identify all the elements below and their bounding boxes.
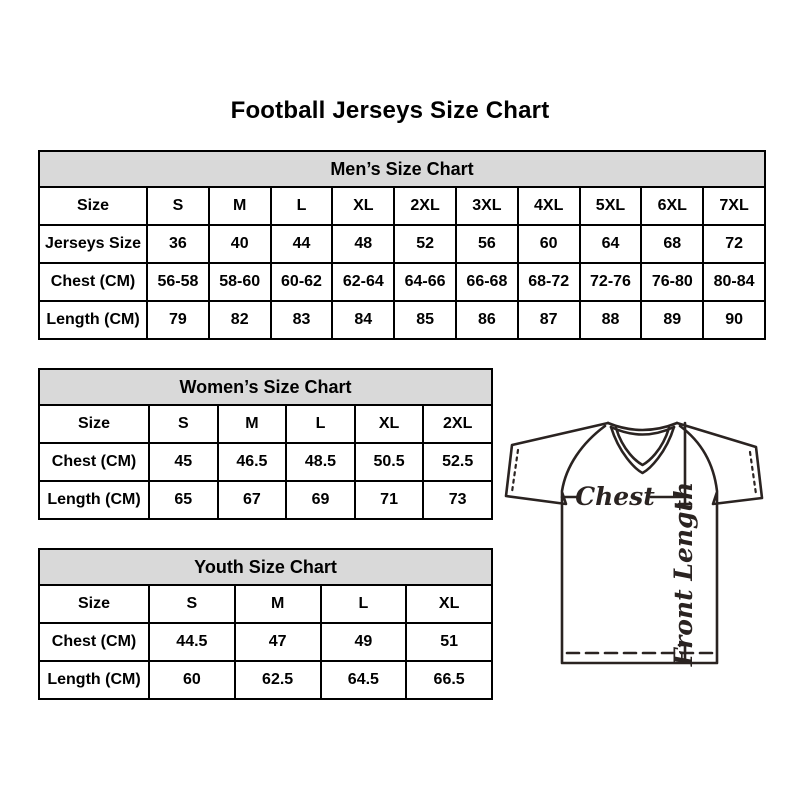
size-cell: 60-62 <box>271 263 333 301</box>
table-row <box>39 225 765 263</box>
chest-label: Chest <box>575 482 655 511</box>
size-cell: 66-68 <box>456 263 518 301</box>
size-cell: 68 <box>641 225 703 263</box>
size-table <box>38 548 493 700</box>
size-cell: 50.5 <box>355 443 424 481</box>
size-cell: 52.5 <box>423 443 492 481</box>
size-cell: 69 <box>286 481 355 519</box>
size-cell: 3XL <box>456 187 518 225</box>
size-cell: 76-80 <box>641 263 703 301</box>
size-cell: 60 <box>518 225 580 263</box>
size-cell: 49 <box>321 623 407 661</box>
size-cell: 65 <box>149 481 218 519</box>
size-cell: 80-84 <box>703 263 765 301</box>
size-cell: 48 <box>332 225 394 263</box>
size-cell: 82 <box>209 301 271 339</box>
table-title: Women’s Size Chart <box>39 369 492 405</box>
size-cell: 64.5 <box>321 661 407 699</box>
table-title: Men’s Size Chart <box>39 151 765 187</box>
size-cell: XL <box>406 585 492 623</box>
size-cell: 67 <box>218 481 287 519</box>
mens-size-chart <box>38 150 766 340</box>
table-row <box>39 187 765 225</box>
size-cell: 2XL <box>423 405 492 443</box>
table-row <box>39 585 492 623</box>
row-label: Size <box>39 585 149 623</box>
size-cell: 40 <box>209 225 271 263</box>
size-cell: L <box>271 187 333 225</box>
size-cell: 64 <box>580 225 642 263</box>
size-cell: 58-60 <box>209 263 271 301</box>
page-title: Football Jerseys Size Chart <box>230 97 550 124</box>
row-label: Chest (CM) <box>39 263 147 301</box>
size-cell: S <box>149 405 218 443</box>
size-cell: 71 <box>355 481 424 519</box>
right-cuff-stitch-line <box>750 452 756 494</box>
size-cell: 88 <box>580 301 642 339</box>
size-cell: 44 <box>271 225 333 263</box>
size-cell: L <box>286 405 355 443</box>
row-label: Length (CM) <box>39 481 149 519</box>
size-cell: 51 <box>406 623 492 661</box>
size-cell: 72 <box>703 225 765 263</box>
size-cell: M <box>218 405 287 443</box>
youth-size-chart <box>38 548 493 700</box>
table-row <box>39 443 492 481</box>
jersey-illustration <box>500 412 768 668</box>
size-cell: 84 <box>332 301 394 339</box>
size-cell: 48.5 <box>286 443 355 481</box>
size-cell: L <box>321 585 407 623</box>
size-cell: 44.5 <box>149 623 235 661</box>
row-label: Length (CM) <box>39 661 149 699</box>
row-label: Size <box>39 405 149 443</box>
size-cell: 5XL <box>580 187 642 225</box>
size-cell: 64-66 <box>394 263 456 301</box>
size-cell: 68-72 <box>518 263 580 301</box>
table-row <box>39 263 765 301</box>
size-cell: 85 <box>394 301 456 339</box>
size-cell: 89 <box>641 301 703 339</box>
size-cell: 90 <box>703 301 765 339</box>
size-cell: 47 <box>235 623 321 661</box>
size-cell: 56-58 <box>147 263 209 301</box>
size-cell: 2XL <box>394 187 456 225</box>
size-cell: 66.5 <box>406 661 492 699</box>
table-row <box>39 661 492 699</box>
size-cell: M <box>235 585 321 623</box>
size-cell: 56 <box>456 225 518 263</box>
size-cell: 7XL <box>703 187 765 225</box>
size-cell: 79 <box>147 301 209 339</box>
size-cell: 62-64 <box>332 263 394 301</box>
size-cell: 4XL <box>518 187 580 225</box>
jersey-measurement-diagram <box>500 412 768 668</box>
table-row <box>39 481 492 519</box>
row-label: Length (CM) <box>39 301 147 339</box>
size-cell: S <box>147 187 209 225</box>
size-cell: 87 <box>518 301 580 339</box>
table-row <box>39 301 765 339</box>
size-cell: 6XL <box>641 187 703 225</box>
size-cell: 36 <box>147 225 209 263</box>
size-cell: XL <box>332 187 394 225</box>
size-cell: S <box>149 585 235 623</box>
size-cell: 60 <box>149 661 235 699</box>
size-cell: 45 <box>149 443 218 481</box>
size-cell: 72-76 <box>580 263 642 301</box>
size-cell: 52 <box>394 225 456 263</box>
size-table <box>38 368 493 520</box>
row-label: Jerseys Size <box>39 225 147 263</box>
size-cell: 86 <box>456 301 518 339</box>
size-table <box>38 150 766 340</box>
row-label: Chest (CM) <box>39 623 149 661</box>
front-length-label: Front Length <box>669 481 698 667</box>
size-cell: 62.5 <box>235 661 321 699</box>
row-label: Size <box>39 187 147 225</box>
womens-size-chart <box>38 368 493 520</box>
table-row <box>39 405 492 443</box>
table-row <box>39 623 492 661</box>
row-label: Chest (CM) <box>39 443 149 481</box>
table-title: Youth Size Chart <box>39 549 492 585</box>
size-cell: 46.5 <box>218 443 287 481</box>
left-cuff-stitch-line <box>512 450 518 492</box>
size-cell: XL <box>355 405 424 443</box>
size-cell: 83 <box>271 301 333 339</box>
size-cell: M <box>209 187 271 225</box>
size-cell: 73 <box>423 481 492 519</box>
